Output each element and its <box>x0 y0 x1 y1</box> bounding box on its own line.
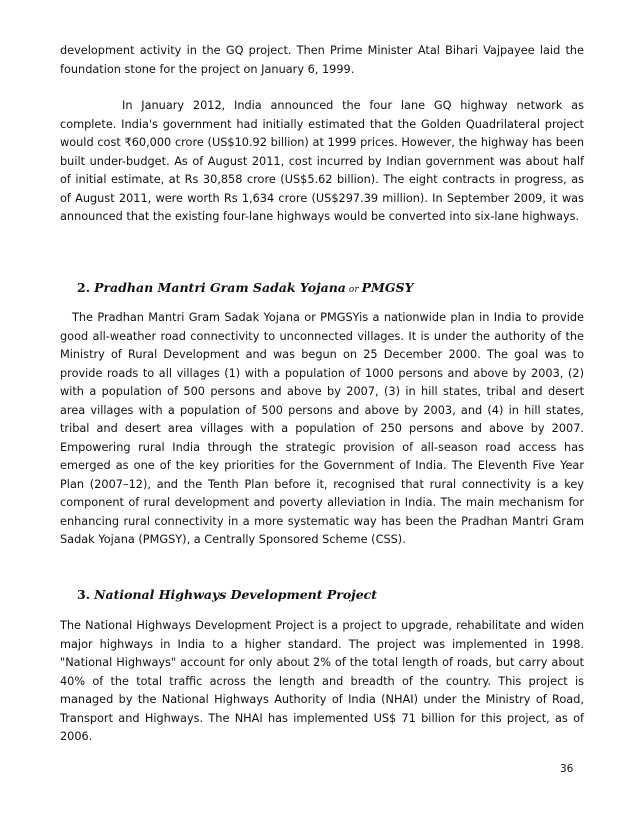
heading-number: 2. <box>77 280 91 295</box>
heading-nhdp <box>77 587 377 602</box>
heading-title: Pradhan Mantri Gram Sadak Yojana <box>94 280 346 295</box>
page-number: 36 <box>560 763 574 775</box>
paragraph-gq-intro: development activity in the GQ project. Then Prime Minister Atal Bihari Vajpayee laid the foundation stone for the project on January 6, 1999. <box>60 44 584 76</box>
heading-separator: or <box>348 285 359 295</box>
paragraph-nhdp: The National Highways Development Project is a project to upgrade, rehabilitate and widen major highways in India to a higher standard. The project was implemented in 1998. "National Highways" account for only about 2% of the total length of roads, but carry about 40% of the total traffic across the length and breadth of the country. This project is managed by the National Highways Authority of India (NHAI) under the Ministry of Road, Transport and Highways. The NHAI has implemented US$ 71 billion for this project, as of 2006. <box>60 619 584 743</box>
paragraph-gq-complete: In January 2012, India announced the four lane GQ highway network as complete. India's government had initially estimated that the Golden Quadrilateral project would cost ₹60,000 crore (US$10.92 billion) at 1999 prices. However, the highway has been built under-budget. As of August 2011, cost incurred by Indian government was about half of initial estimate, at Rs 30,858 crore (US$5.62 billion). The eight contracts in progress, as of August 2011, were worth Rs 1,634 crore (US$297.39 million). In September 2009, it was announced that the existing four-lane highways would be converted into six-lane highways. <box>60 99 584 223</box>
heading-abbreviation: PMGSY <box>361 280 414 295</box>
heading-number: 3. <box>77 587 91 602</box>
paragraph-pmgsy: The Pradhan Mantri Gram Sadak Yojana or PMGSYis a nationwide plan in India to provide good all-weather road connectivity to unconnected villages. It is under the authority of the Ministry of Rural Development and was begun on 25 December 2000. The goal was to provide roads to all villages (1) with a population of 1000 persons and above by 2003, (2) with a population of 500 persons and above by 2007, (3) in hill states, tribal and desert area villages with a population of 500 persons and above by 2003, and (4) in hill states, tribal and desert area villages with a population of 250 persons and above by 2007. Empowering rural India through the strategic provision of all-season road access has emerged as one of the key priorities for the Government of India. The Eleventh Five Year Plan (2007–12), and the Tenth Plan before it, recognised that rural connectivity is a key component of rural development and poverty alleviation in India. The main mechanism for enhancing rural connectivity in a more systematic way has been the Pradhan Mantri Gram Sadak Yojana (PMGSY), a Centrally Sponsored Scheme (CSS). <box>60 311 584 546</box>
heading-title: National Highways Development Project <box>94 587 378 602</box>
heading-pmgsy <box>77 280 414 295</box>
